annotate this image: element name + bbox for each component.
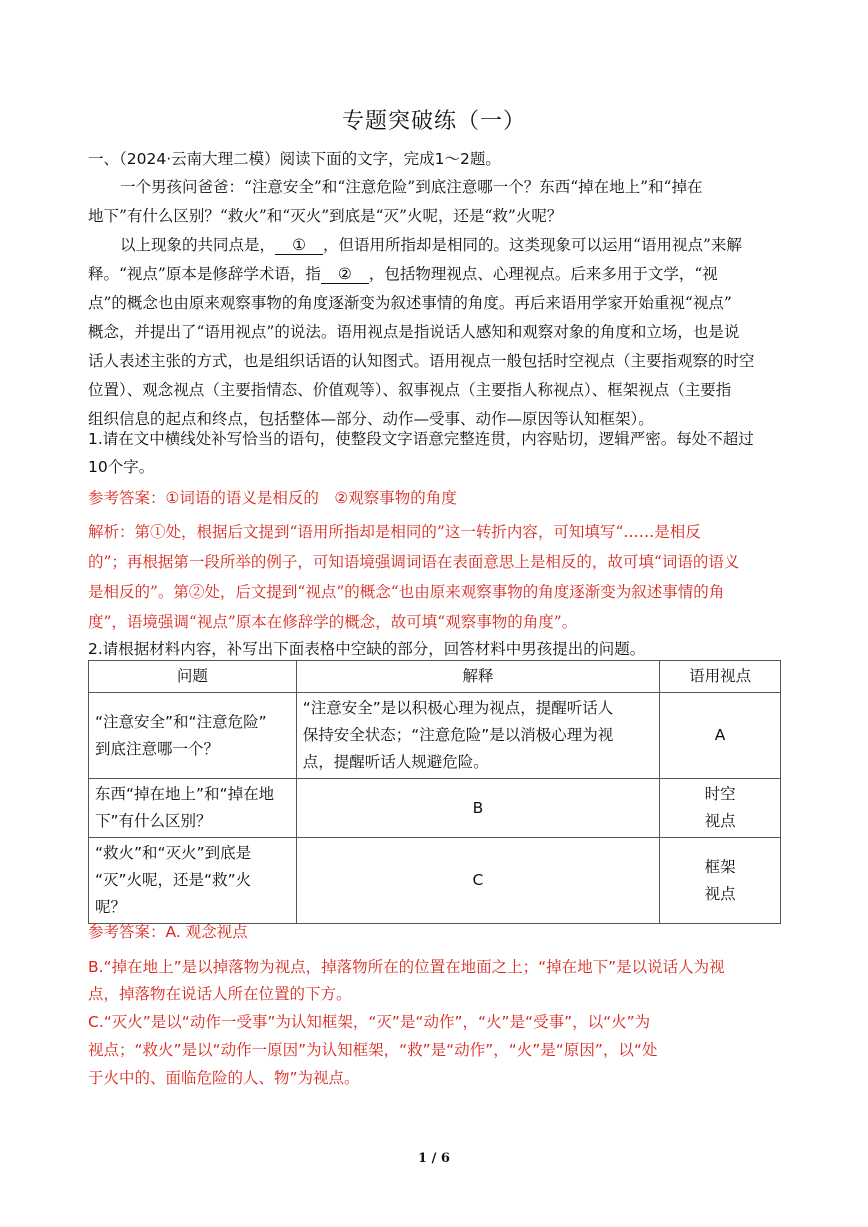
answer-2-a: 参考答案：A. 观念视点 bbox=[88, 923, 248, 941]
answer-2-c-cont: 视点；“救火”是以“动作一原因”为认知框架，“救”是“动作”，“火”是“原因”，以“处 bbox=[88, 1041, 658, 1059]
cell-line: 到底注意哪一个？ bbox=[95, 739, 220, 758]
fill-blank-1: ① bbox=[275, 236, 323, 255]
question-1: 1.请在文中横线处补写恰当的语句，使整段文字语意完整连贯，内容贴切，逻辑严密。每处不超过 bbox=[88, 430, 754, 448]
analysis-line: 的”；再根据第一段所举的例子，可知语境强调词语在表面意思上是相反的，故可填“词语的语义 bbox=[88, 553, 740, 571]
passage-text: 释。“视点”原本是修辞学术语，指 bbox=[88, 265, 321, 283]
passage-line: 一个男孩问爸爸：“注意安全”和“注意危险”到底注意哪一个？东西“掉在地上”和“掉在 bbox=[120, 178, 703, 196]
cell-line: “注意安全”是以积极心理为视点，提醒听话人 bbox=[302, 699, 614, 717]
question-1-cont: 10个字。 bbox=[88, 458, 155, 476]
analysis-line: 解析：第①处，根据后文提到“语用所指却是相同的”这一转折内容，可知填写“……是相反 bbox=[88, 523, 701, 541]
table-header-row bbox=[89, 661, 781, 693]
answer-2-c-cont: 于火中的、面临危险的人、物”为视点。 bbox=[88, 1069, 360, 1087]
table-cell-question bbox=[89, 693, 297, 779]
cell-line: A bbox=[714, 726, 726, 744]
cell-line: 视点 bbox=[704, 884, 736, 903]
cell-line: 呢？ bbox=[95, 898, 127, 916]
cell-line: 时空 bbox=[704, 785, 736, 803]
cell-line: 下”有什么区别？ bbox=[95, 812, 212, 830]
table-cell-question bbox=[89, 779, 297, 838]
page-title: 专题突破练（一） bbox=[341, 109, 526, 134]
cell-line: “注意安全”和“注意危险” bbox=[95, 712, 267, 731]
page-number: 1 / 6 bbox=[418, 1151, 450, 1166]
analysis-line: 是相反的”。第②处，后文提到“视点”的概念“也由原来观察事物的角度逐渐变为叙述事情的角 bbox=[88, 583, 725, 601]
section-heading: 一、（2024·云南大理二模）阅读下面的文字，完成1～2题。 bbox=[88, 150, 501, 168]
passage-line: 位置）、观念视点（主要指情态、价值观等）、叙事视点（主要指人称视点）、框架视点（主要指 bbox=[88, 381, 732, 399]
cell-line: “救火”和“灭火”到底是 bbox=[95, 844, 252, 862]
answer-2-b-cont: 点，掉落物在说话人所在位置的下方。 bbox=[88, 985, 352, 1003]
cell-line: 视点 bbox=[704, 812, 736, 830]
table-row bbox=[89, 779, 781, 838]
analysis-line: 度”，语境强调“视点”原本在修辞学的概念，故可填“观察事物的角度”。 bbox=[88, 613, 578, 631]
table-header: 问题 bbox=[89, 661, 297, 693]
table-cell-view bbox=[660, 693, 781, 779]
cell-line: 点，提醒听话人规避危险。 bbox=[302, 753, 489, 771]
table-cell-explain: C bbox=[296, 838, 659, 924]
table-cell-view bbox=[660, 779, 781, 838]
passage-text: ，包括物理视点、心理视点。后来多用于文学，“视 bbox=[368, 265, 718, 283]
passage-line: 点”的概念也由原来观察事物的角度逐渐变为叙述事情的角度。再后来语用学家开始重视“视点” bbox=[88, 294, 732, 312]
table-cell-question bbox=[89, 838, 297, 924]
table-header: 语用视点 bbox=[660, 661, 781, 693]
cell-line: 框架 bbox=[704, 857, 736, 876]
passage-line: 组织信息的起点和终点，包括整体—部分、动作—受事、动作—原因等认知框架）。 bbox=[88, 410, 654, 428]
cell-line: “灭”火呢，还是“救”火 bbox=[95, 871, 252, 889]
table-cell-view bbox=[660, 838, 781, 924]
table-cell-explain: B bbox=[296, 779, 659, 838]
cell-line: 东西“掉在地上”和“掉在地 bbox=[95, 785, 275, 803]
table-cell-explain bbox=[296, 693, 659, 779]
passage-line: 地下”有什么区别？“救火”和“灭火”到底是“灭”火呢，还是“救”火呢？ bbox=[88, 207, 563, 225]
answer-2-c: C.“灭火”是以“动作一受事”为认知框架，“灭”是“动作”，“火”是“受事”，以“火”为 bbox=[88, 1013, 651, 1031]
table-header: 解释 bbox=[296, 661, 659, 693]
answer-table bbox=[88, 660, 781, 924]
passage-text: ，但语用所指却是相同的。这类现象可以运用“语用视点”来解 bbox=[323, 236, 742, 254]
answer-2-b: B.“掉在地上”是以掉落物为视点，掉落物所在的位置在地面之上；“掉在地下”是以说话人为视 bbox=[88, 958, 725, 976]
cell-line: 保持安全状态；“注意危险”是以消极心理为视 bbox=[302, 726, 614, 744]
passage-line bbox=[88, 262, 718, 284]
passage-line bbox=[120, 233, 742, 255]
passage-line: 话人表述主张的方式，也是组织话语的认知图式。语用视点一般包括时空视点（主要指观察的时空 bbox=[88, 352, 755, 370]
passage-text: 以上现象的共同点是， bbox=[120, 236, 276, 254]
table-row bbox=[89, 838, 781, 924]
fill-blank-2: ② bbox=[321, 265, 369, 284]
answer-1: 参考答案：①词语的语义是相反的 ②观察事物的角度 bbox=[88, 489, 457, 507]
question-2: 2.请根据材料内容，补写出下面表格中空缺的部分，回答材料中男孩提出的问题。 bbox=[88, 640, 646, 658]
passage-line: 概念，并提出了“语用视点”的说法。语用视点是指说话人感知和观察对象的角度和立场，也是说 bbox=[88, 323, 740, 341]
table-row bbox=[89, 693, 781, 779]
